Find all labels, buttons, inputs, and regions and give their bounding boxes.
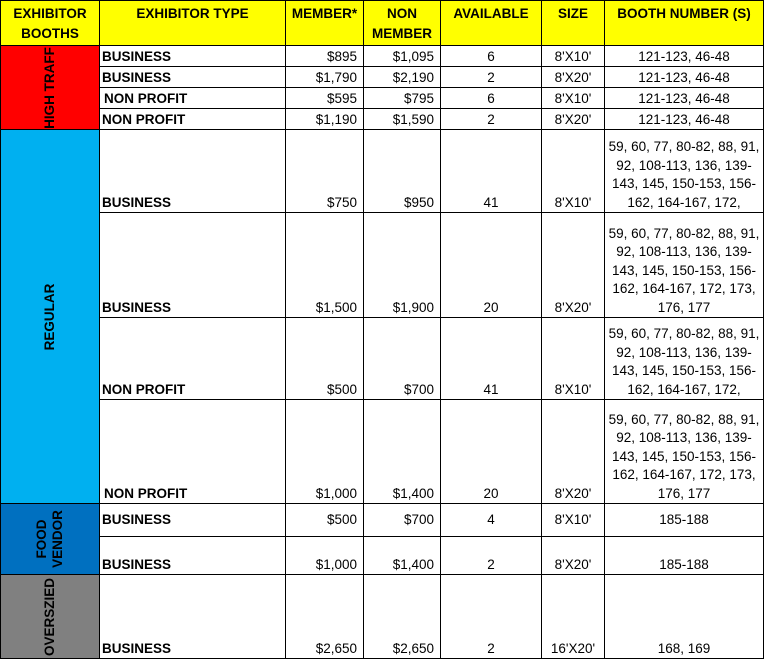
- category-label: HIGH TRAFF: [42, 46, 57, 129]
- header-booth-numbers: BOOTH NUMBER (S): [605, 1, 764, 46]
- category-high-traffic: [1, 46, 100, 130]
- member-price: $1,190: [286, 109, 364, 130]
- category-food-vendor: [1, 504, 100, 575]
- booth-size: 8'X10': [542, 130, 605, 213]
- member-price: $500: [286, 318, 364, 400]
- booth-size: 8'X20': [542, 537, 605, 575]
- exhibitor-type: NON PROFIT: [100, 88, 286, 109]
- member-price: $1,000: [286, 537, 364, 575]
- booth-size: 16'X20': [542, 575, 605, 659]
- exhibitor-type: NON PROFIT: [100, 109, 286, 130]
- booth-size: 8'X20': [542, 109, 605, 130]
- exhibitor-type: BUSINESS: [100, 46, 286, 67]
- non-member-price: $950: [364, 130, 441, 213]
- header-exhibitor-booths: EXHIBITOR BOOTHS: [1, 1, 100, 46]
- booth-numbers: 59, 60, 77, 80-82, 88, 91, 92, 108-113, 136, 139-143, 145, 150-153, 156-162, 164-167, 172, 173, 176, 177: [605, 213, 764, 318]
- table-row: [1, 318, 764, 400]
- member-price: $595: [286, 88, 364, 109]
- table-row: [1, 67, 764, 88]
- booth-numbers: 185-188: [605, 504, 764, 537]
- member-price: $1,790: [286, 67, 364, 88]
- booth-size: 8'X20': [542, 400, 605, 504]
- non-member-price: $1,590: [364, 109, 441, 130]
- category-label: OVERSZIED: [42, 577, 57, 656]
- booth-numbers: 59, 60, 77, 80-82, 88, 91, 92, 108-113, 136, 139-143, 145, 150-153, 156-162, 164-167, 172,: [605, 318, 764, 400]
- available-count: 6: [441, 88, 542, 109]
- table-row: [1, 400, 764, 504]
- table-row: [1, 88, 764, 109]
- table-row: [1, 109, 764, 130]
- booth-numbers: 59, 60, 77, 80-82, 88, 91, 92, 108-113, 136, 139-143, 145, 150-153, 156-162, 164-167, 172,: [605, 130, 764, 213]
- booth-numbers: 121-123, 46-48: [605, 109, 764, 130]
- available-count: 2: [441, 67, 542, 88]
- category-label: FOOD VENDOR: [34, 510, 65, 568]
- available-count: 2: [441, 575, 542, 659]
- exhibitor-type: NON PROFIT: [100, 400, 286, 504]
- non-member-price: $700: [364, 504, 441, 537]
- header-available: AVAILABLE: [441, 1, 542, 46]
- exhibitor-type: BUSINESS: [100, 67, 286, 88]
- category-oversized: [1, 575, 100, 659]
- non-member-price: $1,900: [364, 213, 441, 318]
- booth-size: 8'X10': [542, 46, 605, 67]
- member-price: $2,650: [286, 575, 364, 659]
- booth-numbers: 121-123, 46-48: [605, 67, 764, 88]
- category-regular: [1, 130, 100, 504]
- available-count: 2: [441, 537, 542, 575]
- booth-size: 8'X10': [542, 318, 605, 400]
- member-price: $750: [286, 130, 364, 213]
- exhibitor-type: BUSINESS: [100, 130, 286, 213]
- booth-numbers: 168, 169: [605, 575, 764, 659]
- table-row: [1, 130, 764, 213]
- booth-numbers: 121-123, 46-48: [605, 46, 764, 67]
- table-row: [1, 537, 764, 575]
- table-row: [1, 575, 764, 659]
- header-size: SIZE: [542, 1, 605, 46]
- non-member-price: $2,650: [364, 575, 441, 659]
- booth-size: 8'X10': [542, 504, 605, 537]
- non-member-price: $700: [364, 318, 441, 400]
- exhibitor-type: BUSINESS: [100, 504, 286, 537]
- member-price: $895: [286, 46, 364, 67]
- member-price: $1,500: [286, 213, 364, 318]
- booth-numbers: 59, 60, 77, 80-82, 88, 91, 92, 108-113, 136, 139-143, 145, 150-153, 156-162, 164-167, 172, 173, 176, 177: [605, 400, 764, 504]
- available-count: 2: [441, 109, 542, 130]
- exhibitor-type: BUSINESS: [100, 537, 286, 575]
- table-row: [1, 213, 764, 318]
- available-count: 41: [441, 130, 542, 213]
- header-exhibitor-type: EXHIBITOR TYPE: [100, 1, 286, 46]
- available-count: 4: [441, 504, 542, 537]
- category-label: REGULAR: [42, 283, 57, 350]
- header-member: MEMBER*: [286, 1, 364, 46]
- non-member-price: $795: [364, 88, 441, 109]
- non-member-price: $2,190: [364, 67, 441, 88]
- booth-numbers: 121-123, 46-48: [605, 88, 764, 109]
- exhibitor-type: BUSINESS: [100, 575, 286, 659]
- table-row: [1, 46, 764, 67]
- booth-size: 8'X20': [542, 213, 605, 318]
- non-member-price: $1,400: [364, 400, 441, 504]
- non-member-price: $1,095: [364, 46, 441, 67]
- booth-numbers: 185-188: [605, 537, 764, 575]
- member-price: $500: [286, 504, 364, 537]
- header-row: [1, 1, 764, 46]
- available-count: 6: [441, 46, 542, 67]
- available-count: 20: [441, 213, 542, 318]
- booth-size: 8'X10': [542, 88, 605, 109]
- booth-size: 8'X20': [542, 67, 605, 88]
- member-price: $1,000: [286, 400, 364, 504]
- available-count: 20: [441, 400, 542, 504]
- table-row: [1, 504, 764, 537]
- exhibitor-type: NON PROFIT: [100, 318, 286, 400]
- available-count: 41: [441, 318, 542, 400]
- non-member-price: $1,400: [364, 537, 441, 575]
- exhibitor-type: BUSINESS: [100, 213, 286, 318]
- header-non-member: NON MEMBER: [364, 1, 441, 46]
